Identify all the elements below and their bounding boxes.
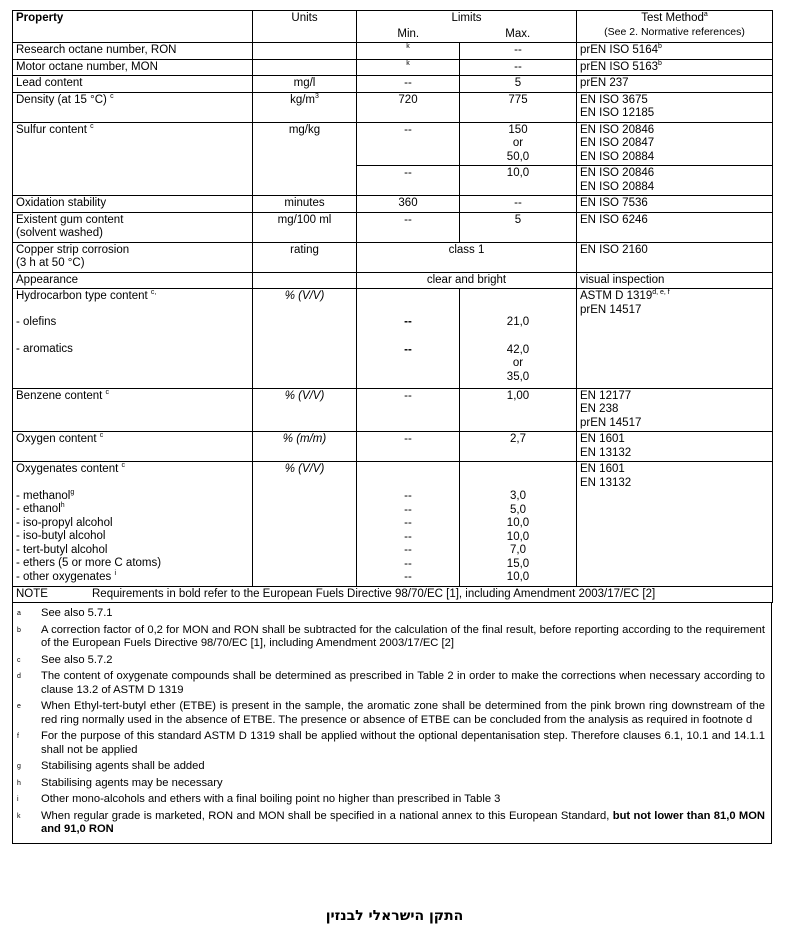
footnote-k: k When regular grade is marketed, RON and MON shall be specified in a national annex to this European Standard, but not lower than 81,0 MON and 91,0 RON — [17, 809, 765, 835]
footnote: c See also 5.7.2 — [17, 653, 113, 666]
footnote: f For the purpose of this standard ASTM D 1319 shall be applied without the optional depentanisation step. Therefore clauses 6.1, 10.1 and 14.1.1 shall not be applied — [17, 730, 765, 756]
row-copper: Copper strip corrosion (3 h at 50 °C) rating class 1 EN ISO 2160 — [13, 242, 773, 272]
note-text: Requirements in bold refer to the European Fuels Directive 98/70/EC [1], including Amendment 2003/17/EC [2] — [92, 587, 656, 600]
header-min: Min. — [357, 27, 460, 43]
footnote: h Stabilising agents may be necessary — [17, 776, 223, 789]
fuel-specification-table — [12, 10, 773, 603]
row-oxidation: Oxidation stability minutes 360 -- EN ISO 7536 — [13, 196, 773, 213]
note-label: NOTE — [16, 587, 48, 600]
row-benzene: Benzene content $^c$ % (V/V) -- 1,00 EN 12177 EN 238 prEN 14517 — [13, 388, 773, 432]
header-property: Property — [13, 11, 253, 43]
row-oxygenates: Oxygenates content $^c$ - methanol$^g$ - ethanol$^h$ - iso-propyl alcohol - iso-butyl alcohol - tert-butyl alcohol - ethers (5 or more C atoms) - other oxygenates $^i$ % (V/V) -- -- -- -- -- -- -- 3,0 5,0 10,0 10,0 7,0 15,0 10,0 EN 1601 EN 13132 — [13, 462, 773, 587]
row-sulfur-a: Sulfur content $^c$ mg/kg -- 150 or 50,0 EN ISO 20846 EN ISO 20847 EN ISO 20884 — [13, 122, 773, 166]
hebrew-footer-title: התקן הישראלי לבנזין — [325, 908, 464, 924]
header-test-method: Test Method$^a$ (See 2. Normative references) — [577, 11, 773, 43]
row-hydrocarbon: Hydrocarbon type content $^{c,}$ - olefins - aromatics % (V/V) -- -- 21,0 42,0 or 35,0 ASTM D 1319$^{d, e, f}$ prEN 14517 — [13, 289, 773, 389]
footnote: b A correction factor of 0,2 for MON and RON shall be subtracted for the calculation of the final result, before reporting according to the requirement of the European Fuels Directive 98/70/EC [1], including Amendment 2003/17/EC [2] — [17, 623, 765, 649]
row-lead: Lead content mg/l -- 5 prEN 237 — [13, 76, 773, 93]
footnote: g Stabilising agents shall be added — [17, 760, 205, 772]
header-row — [13, 11, 773, 27]
row-appearance: Appearance clear and bright visual inspection — [13, 272, 773, 289]
header-limits: Limits — [357, 11, 577, 27]
footnote: e When Ethyl-tert-butyl ether (ETBE) is present in the sample, the aromatic zone shall be determined from the pink brown ring downstream of the red ring normally used in the absence of ETBE. The presence or absence of ETBE can be concluded from the analysis as required in footnote d — [17, 700, 765, 726]
header-units: Units — [253, 11, 357, 43]
footnote: a See also 5.7.1 — [17, 607, 113, 619]
row-sulfur-b: -- 10,0 EN ISO 20846 EN ISO 20884 — [13, 166, 773, 196]
row-mon: Motor octane number, MON $^k$ -- prEN ISO 5163$^b$ — [13, 59, 773, 76]
header-max: Max. — [460, 27, 577, 43]
specification-document — [12, 10, 772, 844]
row-oxygen: Oxygen content $^c$ % (m/m) -- 2,7 EN 1601 EN 13132 — [13, 432, 773, 462]
footnote: d The content of oxygenate compounds shall be determined as prescribed in Table 2 in order to make the corrections when necessary according to clause 13.2 of ASTM D 1319 — [17, 670, 765, 696]
row-ron: Research octane number, RON $^k$ -- prEN ISO 5164$^b$ — [13, 43, 773, 60]
row-gum: Existent gum content (solvent washed) mg/100 ml -- 5 EN ISO 6246 — [13, 212, 773, 242]
footnotes — [12, 603, 772, 844]
row-density: Density (at 15 °C) $^c$ $kg/m^3$ 720 775 EN ISO 3675 EN ISO 12185 — [13, 92, 773, 122]
note-row — [13, 586, 773, 603]
footnote: i Other mono-alcohols and ethers with a final boiling point no higher than prescribed in Table 3 — [17, 793, 501, 805]
